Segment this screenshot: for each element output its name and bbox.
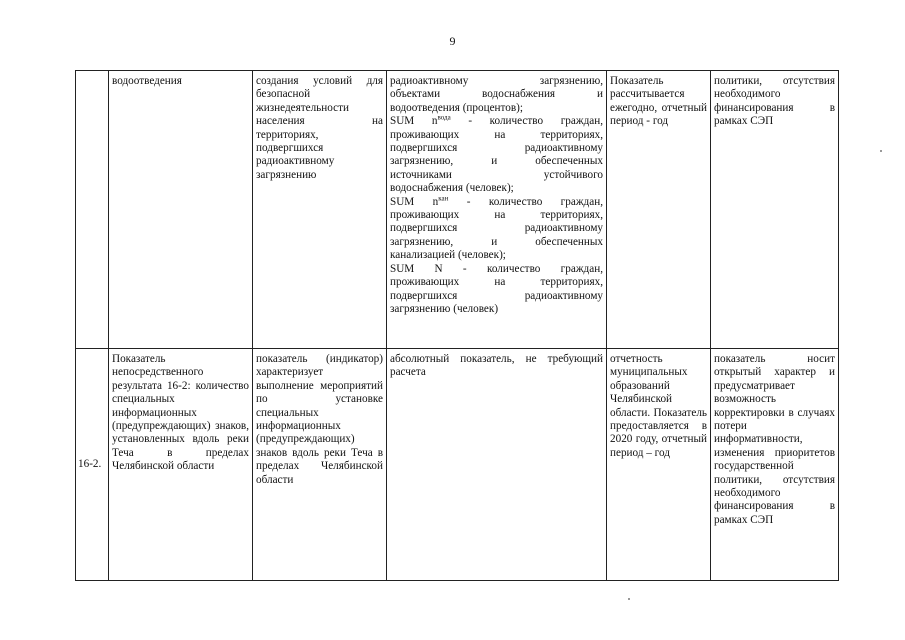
superscript-voda: вода	[437, 113, 451, 122]
calculation-method-cell	[387, 71, 607, 349]
method-sum-kan	[390, 193, 604, 209]
row-number-cell: 16-2.	[76, 349, 109, 581]
method-line: проживающих на территориях,	[390, 209, 603, 222]
row-number-cell	[76, 71, 109, 349]
method-line: радиоактивному загрязнению,	[390, 75, 603, 87]
scan-speck	[880, 150, 882, 152]
sum-prefix: SUM n	[390, 115, 438, 128]
indicator-description-cell: показатель (индикатор) характеризует выполнение мероприятий по установке специальных информационных (предупреждающих) знаков вдоль реки Теча в пределах Челябинской области	[253, 349, 387, 581]
method-line: источниками устойчивого	[390, 168, 603, 181]
sum-suffix: - количество граждан,	[450, 115, 604, 128]
scan-speck	[628, 598, 630, 600]
table-row	[76, 349, 839, 581]
data-source-cell: отчетность муниципальных образований Челябинской области. Показатель предоставляется в 2020 году, отчетный период – год	[607, 349, 711, 581]
indicator-name-cell: Показатель непосредственного результата 16-2: количество специальных информационных (предупреждающих) знаков, установленных вдоль реки Теча в пределах Челябинской области	[109, 349, 253, 581]
superscript-kan: кан	[438, 193, 449, 202]
table-row	[76, 71, 839, 349]
calculation-method-cell: абсолютный показатель, не требующий расчета	[387, 349, 607, 581]
indicators-table	[75, 70, 839, 581]
notes-cell: показатель носит открытый характер и предусматривает возможность корректировки в случаях потери информативности, изменения приоритетов государственной политики, отсутствия необходимого финансирования в рамках СЭП	[711, 349, 839, 581]
notes-cell: политики, отсутствия необходимого финансирования в рамках СЭП	[711, 71, 839, 349]
method-line: канализацией (человек);	[390, 249, 506, 262]
method-line: загрязнению, и обеспеченных	[390, 235, 603, 248]
method-line: SUM N - количество граждан,	[390, 262, 603, 275]
method-line: загрязнению (человек)	[390, 302, 499, 315]
sum-suffix: - количество граждан,	[448, 195, 604, 208]
method-line: подвергшихся радиоактивному	[390, 142, 603, 155]
sum-prefix: SUM n	[390, 195, 439, 208]
page-number: 9	[449, 34, 456, 48]
indicator-description-cell: создания условий для безопасной жизнедеятельности населения на территориях, подвергшихся радиоактивному загрязнению	[253, 71, 387, 349]
method-line: объектами водоснабжения и	[390, 88, 603, 101]
indicator-name-cell: водоотведения	[109, 71, 253, 349]
method-line: проживающих на территориях,	[390, 276, 603, 289]
method-line: подвергшихся радиоактивному	[390, 222, 603, 235]
method-line: проживающих на территориях,	[390, 128, 603, 141]
data-source-cell: Показатель рассчитывается ежегодно, отчетный период - год	[607, 71, 711, 349]
method-line: водоотведения (процентов);	[390, 101, 523, 114]
method-line: водоснабжения (человек);	[390, 182, 514, 195]
method-sum-voda	[390, 115, 603, 128]
method-line: подвергшихся радиоактивному	[390, 289, 603, 302]
method-line: загрязнению, и обеспеченных	[390, 155, 603, 168]
